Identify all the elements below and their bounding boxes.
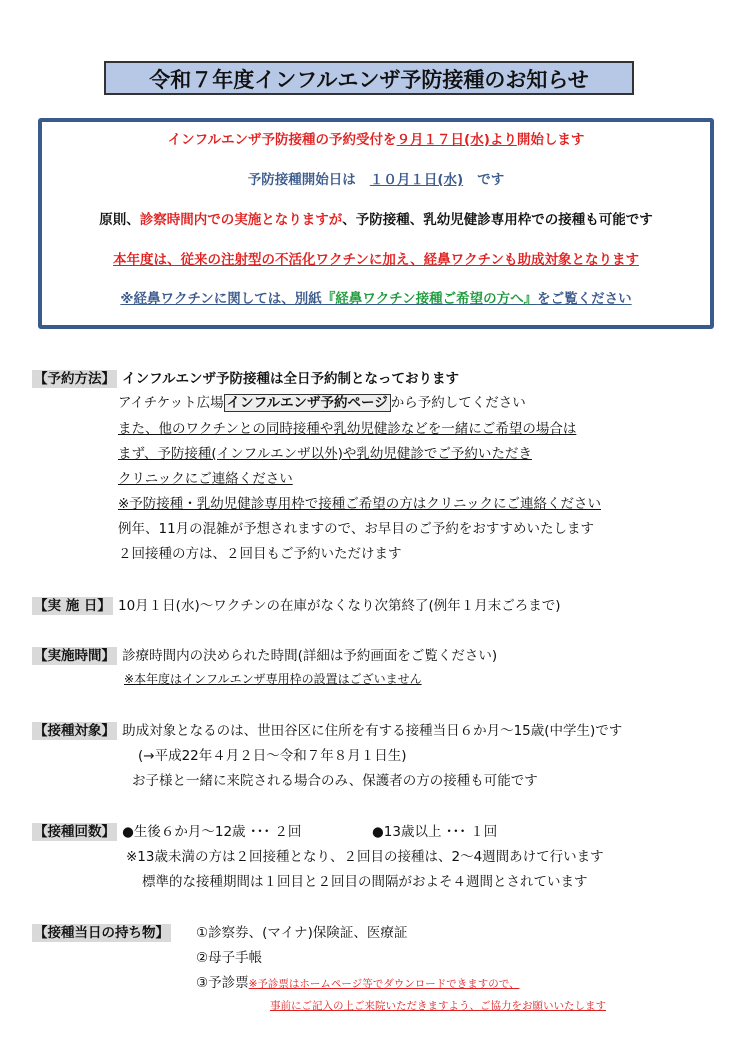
target-line-3: お子様と一緒に来院される場合のみ、保護者の方の接種も可能です [132, 773, 538, 789]
nasal-vaccine-doc-link[interactable]: 『経鼻ワクチン接種ご希望の方へ』 [321, 291, 538, 307]
items-note-1: ※予診票はホームページ等でダウンロードできますので、 [248, 978, 520, 990]
item-2: ②母子手帳 [196, 950, 263, 966]
notice-line-3-red: 診察時間内での実施となりますが [139, 212, 343, 228]
reservation-line-5: クリニックにご連絡ください [118, 471, 293, 487]
notice-line-4: 本年度は、従来の注射型の不活化ワクチンに加え、経鼻ワクチンも助成対象となります [113, 252, 639, 268]
notice-line-2-pre: 予防接種開始日は [247, 172, 356, 188]
notice-line-3-pre: 原則、 [99, 212, 140, 228]
time-label: 【実施時間】 [34, 648, 115, 664]
count-label: 【接種回数】 [34, 824, 115, 840]
time-section [32, 644, 497, 664]
target-label: 【接種対象】 [34, 723, 115, 739]
notice-line-5-pre: ※経鼻ワクチンに関しては、別紙 [120, 291, 322, 307]
count-line-3: 標準的な接種期間は１回目と２回目の間隔がおよそ４週間とされています [142, 874, 588, 890]
count-line-2: ※13歳未満の方は２回接種となり、２回目の接種は、2～4週間あけて行います [126, 849, 604, 865]
items-note-2: 事前にご記入の上ご来院いただきますよう、ご協力をお願いいたします [270, 1000, 606, 1012]
item-1: ①診察券、(マイナ)保険証、医療証 [196, 925, 408, 941]
notice-line-1-pre: インフルエンザ予防接種の予約受付を [167, 132, 397, 148]
notice-line-2 [38, 168, 714, 188]
reservation-line-1: インフルエンザ予防接種は全日予約制となっております [122, 371, 460, 387]
time-line-1: 診療時間内の決められた時間(詳細は予約画面をご覧ください) [122, 648, 498, 664]
reservation-line-6: ※予防接種・乳幼児健診専用枠で接種ご希望の方はクリニックにご連絡ください [118, 496, 602, 512]
items-section [32, 921, 171, 941]
target-line-2: (→平成22年４月２日～令和７年８月１日生) [138, 748, 407, 764]
notice-line-1 [38, 128, 714, 148]
count-section [32, 820, 301, 840]
reservation-section [32, 367, 459, 387]
items-label: 【接種当日の持ち物】 [34, 925, 169, 941]
page-title: 令和７年度インフルエンザ予防接種のお知らせ [104, 61, 634, 95]
period-label: 【実 施 日】 [34, 598, 111, 614]
item-3: ③予診票 [196, 975, 249, 991]
item-3-row [196, 971, 520, 991]
notice-reservation-date: ９月１７日(水)より [396, 132, 517, 148]
period-text: 10月１日(水)～ワクチンの在庫がなくなり次第終了(例年１月末ごろまで) [118, 598, 561, 614]
count-13-plus: ●13歳以上 ･･･ １回 [372, 824, 498, 840]
target-section [32, 719, 622, 739]
reservation-line-3: また、他のワクチンとの同時接種や乳幼児健診などを一緒にご希望の場合は [118, 421, 577, 437]
reservation-line-8: ２回接種の方は、２回目もご予約いただけます [118, 546, 402, 562]
reservation-line-2 [118, 391, 526, 411]
notice-line-2-post: です [477, 172, 505, 188]
period-section [32, 594, 561, 614]
count-under-12: ●生後６か月～12歳 ･･･ ２回 [122, 824, 302, 840]
notice-line-5-post: をご覧ください [537, 291, 632, 307]
notice-line-3 [38, 208, 714, 228]
reservation-label: 【予約方法】 [34, 371, 115, 387]
time-line-2: ※本年度はインフルエンザ専用枠の設置はございません [124, 672, 422, 686]
reservation-line-2-pre: アイチケット広場 [118, 395, 224, 411]
reservation-line-2-post: から予約してください [390, 395, 526, 411]
notice-line-5 [38, 287, 714, 307]
notice-start-date: １０月１日(水) [369, 172, 464, 188]
notice-line-3-post: 、予防接種、乳幼児健診専用枠での接種も可能です [342, 212, 653, 228]
reservation-line-7: 例年、11月の混雑が予想されますので、お早目のご予約をおすすめいたします [118, 521, 595, 537]
notice-line-1-post: 開始します [516, 132, 585, 148]
target-line-1: 助成対象となるのは、世田谷区に住所を有する接種当日６か月～15歳(中学生)です [122, 723, 623, 739]
reservation-line-4: まず、予防接種(インフルエンザ以外)や乳幼児健診でご予約いただき [118, 446, 532, 462]
flu-reservation-page-link[interactable]: インフルエンザ予約ページ [224, 394, 391, 412]
